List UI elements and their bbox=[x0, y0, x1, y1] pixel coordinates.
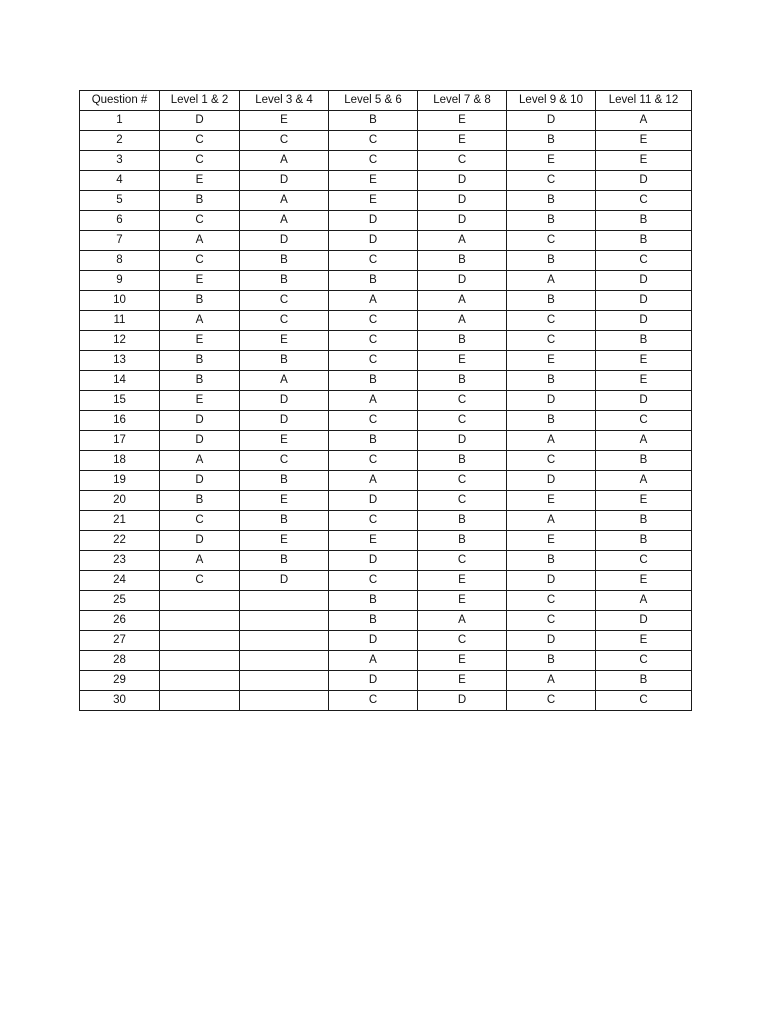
answer-cell-level-7-8: C bbox=[418, 411, 507, 431]
answer-cell-level-3-4 bbox=[240, 591, 329, 611]
answer-cell-level-3-4: D bbox=[240, 171, 329, 191]
answer-cell-level-5-6: E bbox=[329, 531, 418, 551]
answer-cell-level-1-2 bbox=[160, 691, 240, 711]
answer-cell-level-1-2: B bbox=[160, 351, 240, 371]
question-number-cell: 23 bbox=[80, 551, 160, 571]
answer-cell-level-3-4: D bbox=[240, 571, 329, 591]
question-number-cell: 15 bbox=[80, 391, 160, 411]
answer-cell-level-7-8: C bbox=[418, 471, 507, 491]
answer-cell-level-1-2: A bbox=[160, 551, 240, 571]
answer-cell-level-9-10: E bbox=[507, 151, 596, 171]
column-header-question-number: Question # bbox=[80, 91, 160, 111]
answer-cell-level-5-6: B bbox=[329, 591, 418, 611]
answer-cell-level-9-10: D bbox=[507, 631, 596, 651]
question-number-cell: 10 bbox=[80, 291, 160, 311]
answer-cell-level-9-10: B bbox=[507, 651, 596, 671]
answer-cell-level-1-2: C bbox=[160, 131, 240, 151]
answer-cell-level-5-6: B bbox=[329, 611, 418, 631]
answer-cell-level-7-8: E bbox=[418, 131, 507, 151]
answer-cell-level-5-6: C bbox=[329, 131, 418, 151]
answer-cell-level-1-2: D bbox=[160, 111, 240, 131]
answer-cell-level-5-6: D bbox=[329, 491, 418, 511]
answer-cell-level-1-2 bbox=[160, 611, 240, 631]
answer-cell-level-1-2: C bbox=[160, 251, 240, 271]
table-row bbox=[80, 131, 692, 151]
answer-cell-level-11-12: E bbox=[596, 131, 692, 151]
question-number-cell: 7 bbox=[80, 231, 160, 251]
answer-cell-level-9-10: C bbox=[507, 311, 596, 331]
answer-cell-level-11-12: E bbox=[596, 491, 692, 511]
table-row bbox=[80, 311, 692, 331]
answer-cell-level-11-12: B bbox=[596, 451, 692, 471]
answer-cell-level-7-8: B bbox=[418, 451, 507, 471]
answer-cell-level-11-12: C bbox=[596, 411, 692, 431]
answer-cell-level-3-4 bbox=[240, 611, 329, 631]
answer-cell-level-11-12: B bbox=[596, 671, 692, 691]
answer-cell-level-11-12: D bbox=[596, 291, 692, 311]
table-row bbox=[80, 451, 692, 471]
question-number-cell: 11 bbox=[80, 311, 160, 331]
table-header-row bbox=[80, 91, 692, 111]
answer-cell-level-5-6: C bbox=[329, 311, 418, 331]
answer-cell-level-5-6: A bbox=[329, 391, 418, 411]
answer-cell-level-9-10: B bbox=[507, 551, 596, 571]
question-number-cell: 24 bbox=[80, 571, 160, 591]
question-number-cell: 3 bbox=[80, 151, 160, 171]
answer-cell-level-11-12: B bbox=[596, 231, 692, 251]
answer-cell-level-3-4: B bbox=[240, 471, 329, 491]
answer-cell-level-11-12: C bbox=[596, 251, 692, 271]
answer-cell-level-5-6: D bbox=[329, 551, 418, 571]
answer-cell-level-11-12: C bbox=[596, 191, 692, 211]
answer-cell-level-9-10: C bbox=[507, 691, 596, 711]
answer-cell-level-3-4: A bbox=[240, 151, 329, 171]
answer-cell-level-9-10: D bbox=[507, 391, 596, 411]
answer-cell-level-11-12: E bbox=[596, 371, 692, 391]
answer-cell-level-11-12: E bbox=[596, 631, 692, 651]
answer-cell-level-7-8: A bbox=[418, 231, 507, 251]
answer-cell-level-7-8: E bbox=[418, 671, 507, 691]
answer-cell-level-3-4: A bbox=[240, 191, 329, 211]
answer-cell-level-3-4: E bbox=[240, 531, 329, 551]
answer-cell-level-5-6: D bbox=[329, 231, 418, 251]
table-row bbox=[80, 351, 692, 371]
table-row bbox=[80, 611, 692, 631]
table-row bbox=[80, 591, 692, 611]
answer-cell-level-9-10: D bbox=[507, 571, 596, 591]
answer-cell-level-5-6: C bbox=[329, 571, 418, 591]
question-number-cell: 21 bbox=[80, 511, 160, 531]
answer-cell-level-7-8: D bbox=[418, 211, 507, 231]
answer-cell-level-5-6: C bbox=[329, 511, 418, 531]
answer-cell-level-5-6: C bbox=[329, 351, 418, 371]
answer-cell-level-3-4: C bbox=[240, 451, 329, 471]
answer-key-table bbox=[79, 90, 692, 711]
answer-cell-level-1-2: D bbox=[160, 431, 240, 451]
answer-cell-level-1-2 bbox=[160, 671, 240, 691]
answer-cell-level-7-8: E bbox=[418, 591, 507, 611]
answer-cell-level-9-10: C bbox=[507, 591, 596, 611]
question-number-cell: 9 bbox=[80, 271, 160, 291]
answer-cell-level-5-6: C bbox=[329, 251, 418, 271]
answer-cell-level-5-6: D bbox=[329, 671, 418, 691]
answer-cell-level-11-12: D bbox=[596, 391, 692, 411]
answer-cell-level-3-4: B bbox=[240, 511, 329, 531]
answer-cell-level-7-8: C bbox=[418, 391, 507, 411]
answer-cell-level-11-12: B bbox=[596, 331, 692, 351]
question-number-cell: 8 bbox=[80, 251, 160, 271]
question-number-cell: 26 bbox=[80, 611, 160, 631]
table-row bbox=[80, 491, 692, 511]
answer-cell-level-9-10: A bbox=[507, 671, 596, 691]
answer-cell-level-7-8: E bbox=[418, 111, 507, 131]
answer-cell-level-5-6: B bbox=[329, 371, 418, 391]
answer-cell-level-5-6: E bbox=[329, 171, 418, 191]
answer-cell-level-1-2: E bbox=[160, 391, 240, 411]
answer-cell-level-5-6: B bbox=[329, 111, 418, 131]
answer-cell-level-9-10: D bbox=[507, 111, 596, 131]
answer-cell-level-3-4 bbox=[240, 651, 329, 671]
answer-cell-level-9-10: A bbox=[507, 431, 596, 451]
table-row bbox=[80, 571, 692, 591]
answer-cell-level-3-4: E bbox=[240, 111, 329, 131]
answer-cell-level-11-12: B bbox=[596, 211, 692, 231]
answer-cell-level-5-6: A bbox=[329, 651, 418, 671]
answer-cell-level-11-12: D bbox=[596, 311, 692, 331]
answer-cell-level-5-6: C bbox=[329, 691, 418, 711]
answer-cell-level-1-2: B bbox=[160, 191, 240, 211]
column-header-level-5-6: Level 5 & 6 bbox=[329, 91, 418, 111]
answer-cell-level-3-4: A bbox=[240, 211, 329, 231]
answer-cell-level-7-8: D bbox=[418, 171, 507, 191]
answer-cell-level-9-10: C bbox=[507, 231, 596, 251]
table-row bbox=[80, 211, 692, 231]
table-row bbox=[80, 471, 692, 491]
table-row bbox=[80, 391, 692, 411]
answer-cell-level-3-4: B bbox=[240, 271, 329, 291]
answer-cell-level-9-10: A bbox=[507, 271, 596, 291]
table-row bbox=[80, 171, 692, 191]
answer-cell-level-7-8: D bbox=[418, 691, 507, 711]
question-number-cell: 14 bbox=[80, 371, 160, 391]
answer-cell-level-3-4: C bbox=[240, 131, 329, 151]
question-number-cell: 13 bbox=[80, 351, 160, 371]
table-row bbox=[80, 191, 692, 211]
table-row bbox=[80, 631, 692, 651]
answer-cell-level-1-2: B bbox=[160, 371, 240, 391]
answer-cell-level-9-10: E bbox=[507, 351, 596, 371]
answer-cell-level-1-2 bbox=[160, 591, 240, 611]
question-number-cell: 27 bbox=[80, 631, 160, 651]
answer-cell-level-1-2: A bbox=[160, 231, 240, 251]
question-number-cell: 29 bbox=[80, 671, 160, 691]
answer-cell-level-3-4 bbox=[240, 691, 329, 711]
answer-cell-level-11-12: C bbox=[596, 691, 692, 711]
table-row bbox=[80, 551, 692, 571]
answer-cell-level-9-10: B bbox=[507, 211, 596, 231]
answer-cell-level-9-10: C bbox=[507, 331, 596, 351]
question-number-cell: 6 bbox=[80, 211, 160, 231]
table-row bbox=[80, 371, 692, 391]
column-header-level-1-2: Level 1 & 2 bbox=[160, 91, 240, 111]
answer-cell-level-1-2: E bbox=[160, 271, 240, 291]
answer-cell-level-1-2: A bbox=[160, 451, 240, 471]
answer-cell-level-11-12: A bbox=[596, 471, 692, 491]
answer-cell-level-9-10: B bbox=[507, 291, 596, 311]
answer-cell-level-9-10: B bbox=[507, 191, 596, 211]
answer-cell-level-7-8: E bbox=[418, 651, 507, 671]
question-number-cell: 28 bbox=[80, 651, 160, 671]
answer-cell-level-1-2: E bbox=[160, 171, 240, 191]
question-number-cell: 17 bbox=[80, 431, 160, 451]
answer-cell-level-3-4: B bbox=[240, 351, 329, 371]
answer-cell-level-3-4: C bbox=[240, 311, 329, 331]
table-row bbox=[80, 691, 692, 711]
column-header-level-9-10: Level 9 & 10 bbox=[507, 91, 596, 111]
answer-cell-level-9-10: B bbox=[507, 251, 596, 271]
answer-cell-level-5-6: B bbox=[329, 431, 418, 451]
answer-cell-level-5-6: A bbox=[329, 471, 418, 491]
table-row bbox=[80, 271, 692, 291]
column-header-level-7-8: Level 7 & 8 bbox=[418, 91, 507, 111]
answer-cell-level-7-8: E bbox=[418, 571, 507, 591]
table-row bbox=[80, 411, 692, 431]
answer-cell-level-11-12: D bbox=[596, 611, 692, 631]
question-number-cell: 16 bbox=[80, 411, 160, 431]
answer-cell-level-7-8: C bbox=[418, 491, 507, 511]
answer-cell-level-11-12: C bbox=[596, 651, 692, 671]
answer-cell-level-11-12: D bbox=[596, 171, 692, 191]
question-number-cell: 1 bbox=[80, 111, 160, 131]
answer-cell-level-7-8: E bbox=[418, 351, 507, 371]
answer-cell-level-3-4: D bbox=[240, 411, 329, 431]
answer-cell-level-5-6: D bbox=[329, 631, 418, 651]
question-number-cell: 22 bbox=[80, 531, 160, 551]
answer-cell-level-3-4: B bbox=[240, 251, 329, 271]
answer-cell-level-3-4: B bbox=[240, 551, 329, 571]
answer-cell-level-11-12: E bbox=[596, 351, 692, 371]
answer-cell-level-5-6: B bbox=[329, 271, 418, 291]
table-row bbox=[80, 531, 692, 551]
answer-cell-level-1-2: D bbox=[160, 471, 240, 491]
answer-cell-level-5-6: E bbox=[329, 191, 418, 211]
answer-cell-level-11-12: E bbox=[596, 571, 692, 591]
answer-cell-level-5-6: D bbox=[329, 211, 418, 231]
answer-cell-level-3-4: E bbox=[240, 491, 329, 511]
answer-cell-level-1-2: C bbox=[160, 211, 240, 231]
answer-cell-level-1-2: D bbox=[160, 411, 240, 431]
answer-cell-level-9-10: B bbox=[507, 131, 596, 151]
answer-cell-level-3-4: E bbox=[240, 431, 329, 451]
question-number-cell: 12 bbox=[80, 331, 160, 351]
answer-cell-level-1-2: B bbox=[160, 291, 240, 311]
table-row bbox=[80, 511, 692, 531]
answer-cell-level-1-2: D bbox=[160, 531, 240, 551]
answer-cell-level-7-8: A bbox=[418, 611, 507, 631]
answer-cell-level-9-10: B bbox=[507, 411, 596, 431]
answer-cell-level-7-8: B bbox=[418, 511, 507, 531]
question-number-cell: 2 bbox=[80, 131, 160, 151]
answer-cell-level-7-8: B bbox=[418, 251, 507, 271]
answer-cell-level-7-8: A bbox=[418, 311, 507, 331]
answer-cell-level-3-4: C bbox=[240, 291, 329, 311]
answer-cell-level-9-10: D bbox=[507, 471, 596, 491]
table-row bbox=[80, 151, 692, 171]
question-number-cell: 18 bbox=[80, 451, 160, 471]
answer-cell-level-9-10: E bbox=[507, 531, 596, 551]
question-number-cell: 25 bbox=[80, 591, 160, 611]
answer-cell-level-11-12: A bbox=[596, 431, 692, 451]
answer-cell-level-1-2: C bbox=[160, 511, 240, 531]
answer-cell-level-7-8: B bbox=[418, 331, 507, 351]
table-row bbox=[80, 431, 692, 451]
answer-cell-level-5-6: C bbox=[329, 331, 418, 351]
answer-cell-level-11-12: A bbox=[596, 591, 692, 611]
answer-cell-level-3-4 bbox=[240, 671, 329, 691]
table-row bbox=[80, 651, 692, 671]
table-row bbox=[80, 251, 692, 271]
question-number-cell: 4 bbox=[80, 171, 160, 191]
answer-cell-level-11-12: E bbox=[596, 151, 692, 171]
table-row bbox=[80, 111, 692, 131]
question-number-cell: 5 bbox=[80, 191, 160, 211]
answer-cell-level-7-8: D bbox=[418, 431, 507, 451]
answer-cell-level-1-2 bbox=[160, 631, 240, 651]
answer-cell-level-11-12: C bbox=[596, 551, 692, 571]
answer-cell-level-11-12: A bbox=[596, 111, 692, 131]
answer-cell-level-5-6: C bbox=[329, 451, 418, 471]
answer-cell-level-1-2: E bbox=[160, 331, 240, 351]
answer-cell-level-3-4: E bbox=[240, 331, 329, 351]
table-row bbox=[80, 231, 692, 251]
answer-cell-level-7-8: A bbox=[418, 291, 507, 311]
table-body bbox=[80, 111, 692, 711]
answer-cell-level-5-6: A bbox=[329, 291, 418, 311]
column-header-level-11-12: Level 11 & 12 bbox=[596, 91, 692, 111]
table-row bbox=[80, 331, 692, 351]
answer-cell-level-9-10: B bbox=[507, 371, 596, 391]
answer-cell-level-9-10: C bbox=[507, 171, 596, 191]
answer-cell-level-9-10: C bbox=[507, 451, 596, 471]
answer-cell-level-1-2: C bbox=[160, 151, 240, 171]
answer-cell-level-9-10: E bbox=[507, 491, 596, 511]
answer-cell-level-11-12: B bbox=[596, 511, 692, 531]
answer-cell-level-5-6: C bbox=[329, 411, 418, 431]
answer-cell-level-7-8: C bbox=[418, 551, 507, 571]
question-number-cell: 30 bbox=[80, 691, 160, 711]
column-header-level-3-4: Level 3 & 4 bbox=[240, 91, 329, 111]
question-number-cell: 20 bbox=[80, 491, 160, 511]
answer-cell-level-3-4 bbox=[240, 631, 329, 651]
answer-cell-level-3-4: A bbox=[240, 371, 329, 391]
answer-cell-level-5-6: C bbox=[329, 151, 418, 171]
table-row bbox=[80, 291, 692, 311]
answer-cell-level-9-10: A bbox=[507, 511, 596, 531]
answer-cell-level-9-10: C bbox=[507, 611, 596, 631]
answer-cell-level-7-8: D bbox=[418, 191, 507, 211]
answer-cell-level-11-12: B bbox=[596, 531, 692, 551]
answer-cell-level-1-2: B bbox=[160, 491, 240, 511]
answer-cell-level-7-8: C bbox=[418, 631, 507, 651]
answer-cell-level-1-2: A bbox=[160, 311, 240, 331]
answer-cell-level-7-8: C bbox=[418, 151, 507, 171]
table-row bbox=[80, 671, 692, 691]
answer-cell-level-1-2 bbox=[160, 651, 240, 671]
answer-cell-level-7-8: D bbox=[418, 271, 507, 291]
answer-cell-level-3-4: D bbox=[240, 391, 329, 411]
answer-cell-level-1-2: C bbox=[160, 571, 240, 591]
answer-cell-level-7-8: B bbox=[418, 371, 507, 391]
answer-cell-level-3-4: D bbox=[240, 231, 329, 251]
answer-cell-level-11-12: D bbox=[596, 271, 692, 291]
question-number-cell: 19 bbox=[80, 471, 160, 491]
answer-cell-level-7-8: B bbox=[418, 531, 507, 551]
